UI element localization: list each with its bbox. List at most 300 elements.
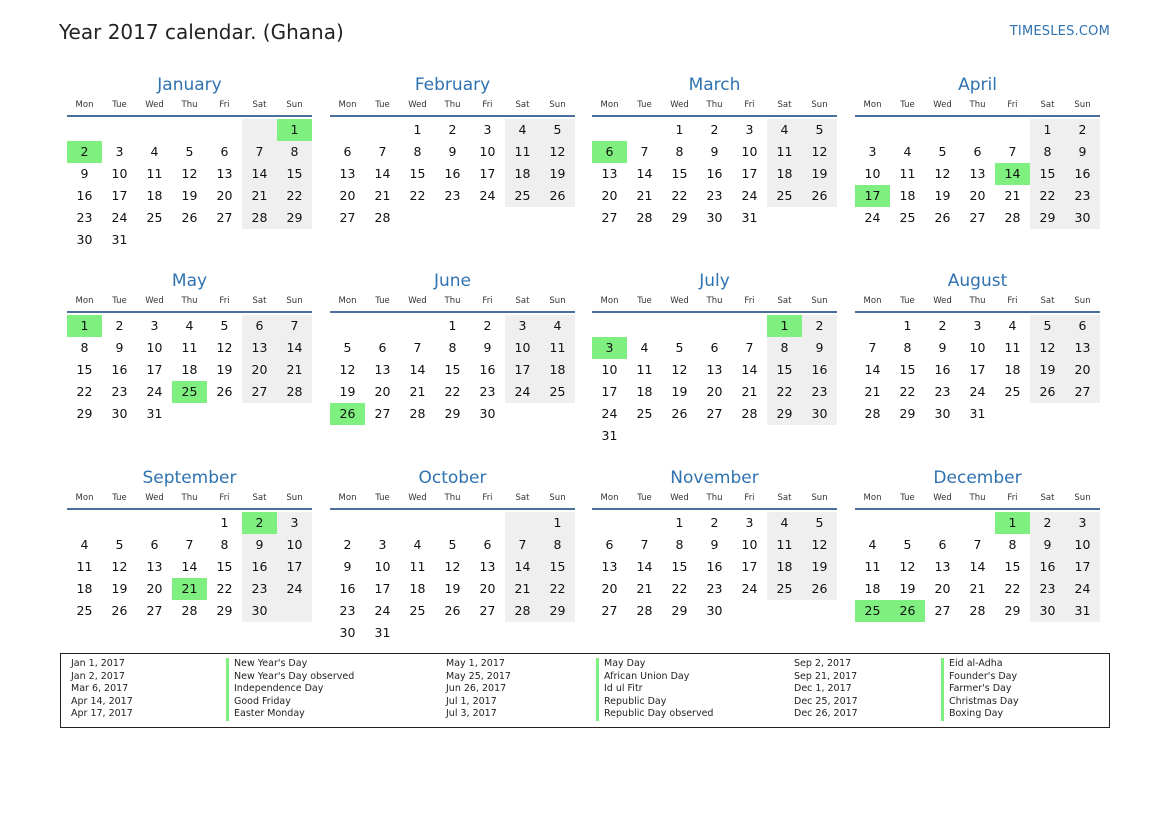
empty-day-cell (855, 512, 890, 534)
day-cell: 27 (374, 406, 391, 421)
weekday-label: Mon (863, 296, 882, 306)
week-row (67, 185, 312, 207)
holiday-name: Eid al-Adha (941, 658, 1019, 671)
day-cell: 25 (505, 185, 540, 207)
day-cell: 31 (111, 232, 128, 247)
empty-day-cell (592, 512, 627, 534)
weekday-label: Wed (408, 296, 427, 306)
day-cell: 6 (343, 144, 352, 159)
day-cell: 7 (505, 534, 540, 556)
week-row (67, 556, 312, 578)
day-cell: 7 (185, 537, 194, 552)
weekday-label: Mon (338, 296, 357, 306)
day-cell: 18 (540, 359, 575, 381)
day-cell: 8 (80, 340, 89, 355)
empty-day-cell (925, 119, 960, 141)
day-cell: 27 (706, 406, 723, 421)
empty-day-cell (365, 315, 400, 337)
day-cell: 13 (339, 166, 356, 181)
day-cell: 16 (339, 581, 356, 596)
empty-day-cell (172, 512, 207, 534)
day-cell: 9 (1065, 141, 1100, 163)
day-cell: 12 (444, 559, 461, 574)
empty-day-cell (242, 229, 277, 251)
day-cell: 13 (706, 362, 723, 377)
day-cell: 31 (601, 428, 618, 443)
month-name: October (418, 468, 487, 488)
month-name: June (433, 271, 472, 291)
week-row (592, 556, 837, 578)
day-cell: 12 (802, 141, 837, 163)
day-cell: 5 (220, 318, 229, 333)
day-cell: 8 (1030, 141, 1065, 163)
weekday-label: Tue (637, 100, 652, 110)
day-cell: 10 (969, 340, 986, 355)
day-cell: 29 (1004, 603, 1021, 618)
day-cell: 18 (899, 188, 916, 203)
page-title: Year 2017 calendar. (Ghana) (59, 20, 344, 44)
day-cell: 14 (636, 559, 653, 574)
day-cell: 12 (540, 141, 575, 163)
day-cell: 9 (343, 559, 352, 574)
empty-day-cell (400, 622, 435, 644)
week-row (330, 403, 575, 425)
weekday-label: Thu (444, 100, 461, 110)
empty-day-cell (67, 119, 102, 141)
day-cell: 19 (339, 384, 356, 399)
day-cell: 17 (1065, 556, 1100, 578)
site-link[interactable]: TIMESLES.COM (1009, 24, 1110, 39)
week-row (855, 315, 1100, 337)
day-cell: 10 (479, 144, 496, 159)
day-cell: 1 (413, 122, 422, 137)
weekday-label: Fri (744, 493, 755, 503)
empty-day-cell (277, 600, 312, 622)
weekday-label: Mon (75, 493, 94, 503)
day-cell: 7 (745, 340, 754, 355)
day-cell: 16 (706, 166, 723, 181)
month-february (330, 73, 575, 229)
week-row (855, 600, 1100, 622)
day-cell: 24 (479, 188, 496, 203)
empty-day-cell (330, 119, 365, 141)
day-cell: 1 (767, 315, 802, 337)
day-cell: 25 (76, 603, 93, 618)
empty-day-cell (767, 425, 802, 447)
weekday-label: Thu (444, 296, 461, 306)
day-cell: 15 (444, 362, 461, 377)
day-cell: 1 (540, 512, 575, 534)
day-cell: 12 (1030, 337, 1065, 359)
month-name: August (947, 271, 1008, 291)
day-cell: 13 (1065, 337, 1100, 359)
day-cell: 23 (706, 581, 723, 596)
empty-day-cell (592, 315, 627, 337)
weekday-label: Wed (145, 100, 164, 110)
day-cell: 13 (479, 559, 496, 574)
day-cell: 9 (448, 144, 457, 159)
day-cell: 26 (111, 603, 128, 618)
day-cell: 9 (483, 340, 492, 355)
empty-day-cell (242, 119, 277, 141)
day-cell: 23 (1030, 578, 1065, 600)
weekday-label: Tue (112, 296, 127, 306)
day-cell: 2 (710, 515, 719, 530)
day-cell: 28 (1004, 210, 1021, 225)
day-cell: 8 (675, 144, 684, 159)
weekday-label: Sun (286, 296, 303, 306)
week-row (67, 229, 312, 251)
week-row (592, 207, 837, 229)
day-cell: 6 (242, 315, 277, 337)
day-cell: 26 (444, 603, 461, 618)
week-row (592, 381, 837, 403)
empty-day-cell (470, 512, 505, 534)
week-row (855, 403, 1100, 425)
day-cell: 23 (802, 381, 837, 403)
empty-day-cell (925, 512, 960, 534)
weekday-label: Thu (181, 100, 198, 110)
day-cell: 23 (339, 603, 356, 618)
day-cell: 12 (934, 166, 951, 181)
day-cell: 10 (374, 559, 391, 574)
day-cell: 20 (479, 581, 496, 596)
weekday-label: Tue (637, 493, 652, 503)
day-cell: 8 (413, 144, 422, 159)
day-cell: 16 (111, 362, 128, 377)
day-cell: 6 (710, 340, 719, 355)
month-name: January (157, 75, 222, 95)
empty-day-cell (767, 207, 802, 229)
week-row (330, 381, 575, 403)
empty-day-cell (67, 512, 102, 534)
empty-day-cell (172, 119, 207, 141)
week-row (330, 534, 575, 556)
holiday-date: Sep 21, 2017 (794, 670, 858, 682)
day-cell: 23 (479, 384, 496, 399)
weekday-label: Wed (145, 493, 164, 503)
empty-day-cell (732, 425, 767, 447)
legend-names (941, 658, 1019, 721)
empty-day-cell (890, 512, 925, 534)
day-cell: 14 (864, 362, 881, 377)
holiday-name: Independence Day (226, 683, 354, 696)
holiday-date: Jun 26, 2017 (446, 683, 507, 695)
holiday-date: Apr 17, 2017 (71, 708, 133, 720)
day-cell: 28 (409, 406, 426, 421)
day-cell: 22 (899, 384, 916, 399)
weekday-label: Sat (777, 100, 792, 110)
weekday-header (592, 99, 837, 117)
day-cell: 24 (1065, 578, 1100, 600)
day-cell: 20 (601, 188, 618, 203)
day-cell: 24 (864, 210, 881, 225)
day-cell: 30 (934, 406, 951, 421)
empty-day-cell (207, 229, 242, 251)
day-cell: 31 (741, 210, 758, 225)
weekday-label: Thu (706, 296, 723, 306)
legend-names (596, 658, 713, 721)
empty-day-cell (137, 229, 172, 251)
weekday-label: Sat (1040, 100, 1055, 110)
day-cell: 27 (216, 210, 233, 225)
weekday-label: Sun (286, 100, 303, 110)
month-name: November (670, 468, 759, 488)
empty-day-cell (995, 119, 1030, 141)
weekday-label: Fri (744, 296, 755, 306)
week-row (67, 359, 312, 381)
day-cell: 24 (601, 406, 618, 421)
day-cell: 3 (505, 315, 540, 337)
day-cell: 15 (540, 556, 575, 578)
day-cell: 27 (601, 210, 618, 225)
week-row (67, 337, 312, 359)
day-cell: 9 (115, 340, 124, 355)
weekday-label: Fri (482, 296, 493, 306)
day-cell: 22 (671, 188, 688, 203)
day-cell: 24 (111, 210, 128, 225)
day-cell: 3 (745, 122, 754, 137)
day-cell: 21 (864, 384, 881, 399)
weekday-label: Wed (670, 296, 689, 306)
week-row (592, 534, 837, 556)
day-cell: 2 (67, 141, 102, 163)
empty-day-cell (540, 403, 575, 425)
day-cell: 22 (444, 384, 461, 399)
week-row (592, 185, 837, 207)
empty-day-cell (435, 622, 470, 644)
weekday-label: Wed (933, 296, 952, 306)
day-cell: 24 (741, 188, 758, 203)
week-row (855, 119, 1100, 141)
day-cell: 22 (277, 185, 312, 207)
day-cell: 20 (601, 581, 618, 596)
weekday-label: Fri (482, 100, 493, 110)
day-cell: 3 (1065, 512, 1100, 534)
day-cell: 8 (220, 537, 229, 552)
day-cell: 19 (934, 188, 951, 203)
day-cell: 13 (601, 559, 618, 574)
day-cell: 24 (969, 384, 986, 399)
day-cell: 2 (938, 318, 947, 333)
week-row (67, 381, 312, 403)
empty-day-cell (627, 425, 662, 447)
day-cell: 15 (277, 163, 312, 185)
day-cell: 7 (277, 315, 312, 337)
week-row (330, 600, 575, 622)
day-cell: 27 (969, 210, 986, 225)
empty-day-cell (207, 403, 242, 425)
day-cell: 17 (855, 185, 890, 207)
empty-day-cell (1030, 403, 1065, 425)
day-cell: 3 (150, 318, 159, 333)
day-cell: 18 (76, 581, 93, 596)
day-cell: 10 (146, 340, 163, 355)
week-row (855, 534, 1100, 556)
day-cell: 13 (601, 166, 618, 181)
day-cell: 20 (934, 581, 951, 596)
empty-day-cell (242, 403, 277, 425)
weekday-label: Sat (515, 493, 530, 503)
day-cell: 3 (592, 337, 627, 359)
weekday-label: Tue (637, 296, 652, 306)
weekday-label: Mon (75, 100, 94, 110)
holiday-name: Boxing Day (941, 708, 1019, 721)
day-cell: 1 (675, 122, 684, 137)
weekday-label: Tue (112, 493, 127, 503)
weekday-label: Mon (600, 100, 619, 110)
weekday-header (330, 99, 575, 117)
day-cell: 21 (374, 188, 391, 203)
day-cell: 2 (710, 122, 719, 137)
day-cell: 25 (855, 600, 890, 622)
empty-day-cell (102, 512, 137, 534)
day-cell: 3 (378, 537, 387, 552)
day-cell: 13 (242, 337, 277, 359)
day-cell: 22 (767, 381, 802, 403)
holiday-name: Farmer's Day (941, 683, 1019, 696)
day-cell: 8 (675, 537, 684, 552)
day-cell: 5 (802, 512, 837, 534)
day-cell: 6 (483, 537, 492, 552)
weekday-header (592, 295, 837, 313)
day-cell: 26 (802, 578, 837, 600)
empty-day-cell (277, 229, 312, 251)
day-cell: 18 (636, 384, 653, 399)
day-cell: 8 (1008, 537, 1017, 552)
weekday-label: Sat (252, 100, 267, 110)
holiday-legend (60, 653, 1110, 728)
empty-day-cell (435, 512, 470, 534)
weekday-header (67, 492, 312, 510)
empty-day-cell (330, 315, 365, 337)
weekday-label: Wed (670, 100, 689, 110)
empty-day-cell (540, 207, 575, 229)
empty-day-cell (802, 207, 837, 229)
empty-day-cell (207, 119, 242, 141)
day-cell: 4 (767, 512, 802, 534)
day-cell: 7 (640, 144, 649, 159)
day-cell: 26 (671, 406, 688, 421)
weekday-label: Fri (482, 493, 493, 503)
day-cell: 1 (675, 515, 684, 530)
empty-day-cell (400, 315, 435, 337)
day-cell: 15 (671, 559, 688, 574)
day-cell: 28 (242, 207, 277, 229)
day-cell: 5 (115, 537, 124, 552)
holiday-name: Christmas Day (941, 696, 1019, 709)
day-cell: 28 (636, 210, 653, 225)
holiday-date: May 25, 2017 (446, 670, 511, 682)
day-cell: 9 (80, 166, 89, 181)
day-cell: 18 (1004, 362, 1021, 377)
day-cell: 18 (505, 163, 540, 185)
day-cell: 14 (277, 337, 312, 359)
day-cell: 19 (216, 362, 233, 377)
weekday-label: Tue (375, 296, 390, 306)
day-cell: 1 (67, 315, 102, 337)
empty-day-cell (627, 119, 662, 141)
day-cell: 31 (969, 406, 986, 421)
month-name: February (414, 75, 491, 95)
day-cell: 5 (938, 144, 947, 159)
week-row (67, 163, 312, 185)
weekday-label: Fri (219, 296, 230, 306)
day-cell: 28 (181, 603, 198, 618)
day-cell: 26 (934, 210, 951, 225)
day-cell: 7 (378, 144, 387, 159)
day-cell: 23 (706, 188, 723, 203)
day-cell: 20 (706, 384, 723, 399)
day-cell: 18 (146, 188, 163, 203)
day-cell: 20 (216, 188, 233, 203)
day-cell: 7 (413, 340, 422, 355)
day-cell: 25 (1004, 384, 1021, 399)
day-cell: 11 (1004, 340, 1021, 355)
weekday-label: Mon (338, 100, 357, 110)
month-name: December (933, 468, 1022, 488)
holiday-name: May Day (596, 658, 713, 671)
legend-names (226, 658, 354, 721)
day-cell: 30 (111, 406, 128, 421)
holiday-name: Republic Day (596, 696, 713, 709)
empty-day-cell (732, 315, 767, 337)
day-cell: 11 (181, 340, 198, 355)
week-row (330, 622, 575, 644)
day-cell: 12 (802, 534, 837, 556)
empty-day-cell (802, 425, 837, 447)
weekday-label: Sun (1074, 296, 1091, 306)
day-cell: 31 (374, 625, 391, 640)
weekday-label: Sun (811, 493, 828, 503)
day-cell: 22 (216, 581, 233, 596)
week-row (330, 556, 575, 578)
empty-day-cell (697, 315, 732, 337)
day-cell: 19 (671, 384, 688, 399)
day-cell: 9 (802, 337, 837, 359)
day-cell: 5 (802, 119, 837, 141)
day-cell: 24 (146, 384, 163, 399)
day-cell: 15 (76, 362, 93, 377)
day-cell: 30 (76, 232, 93, 247)
holiday-date: Dec 25, 2017 (794, 695, 858, 707)
empty-day-cell (767, 600, 802, 622)
day-cell: 11 (540, 337, 575, 359)
day-cell: 19 (444, 581, 461, 596)
weekday-label: Wed (145, 296, 164, 306)
day-cell: 17 (374, 581, 391, 596)
weekday-label: Sat (1040, 296, 1055, 306)
day-cell: 8 (767, 337, 802, 359)
day-cell: 6 (973, 144, 982, 159)
day-cell: 16 (1065, 163, 1100, 185)
day-cell: 30 (802, 403, 837, 425)
empty-day-cell (627, 315, 662, 337)
weekday-label: Fri (1007, 100, 1018, 110)
empty-day-cell (995, 403, 1030, 425)
day-cell: 2 (802, 315, 837, 337)
day-cell: 25 (767, 578, 802, 600)
day-cell: 7 (973, 537, 982, 552)
day-cell: 27 (146, 603, 163, 618)
day-cell: 18 (181, 362, 198, 377)
day-cell: 28 (505, 600, 540, 622)
week-row (67, 534, 312, 556)
month-october (330, 466, 575, 644)
day-cell: 12 (111, 559, 128, 574)
weekday-label: Thu (181, 296, 198, 306)
day-cell: 18 (767, 556, 802, 578)
